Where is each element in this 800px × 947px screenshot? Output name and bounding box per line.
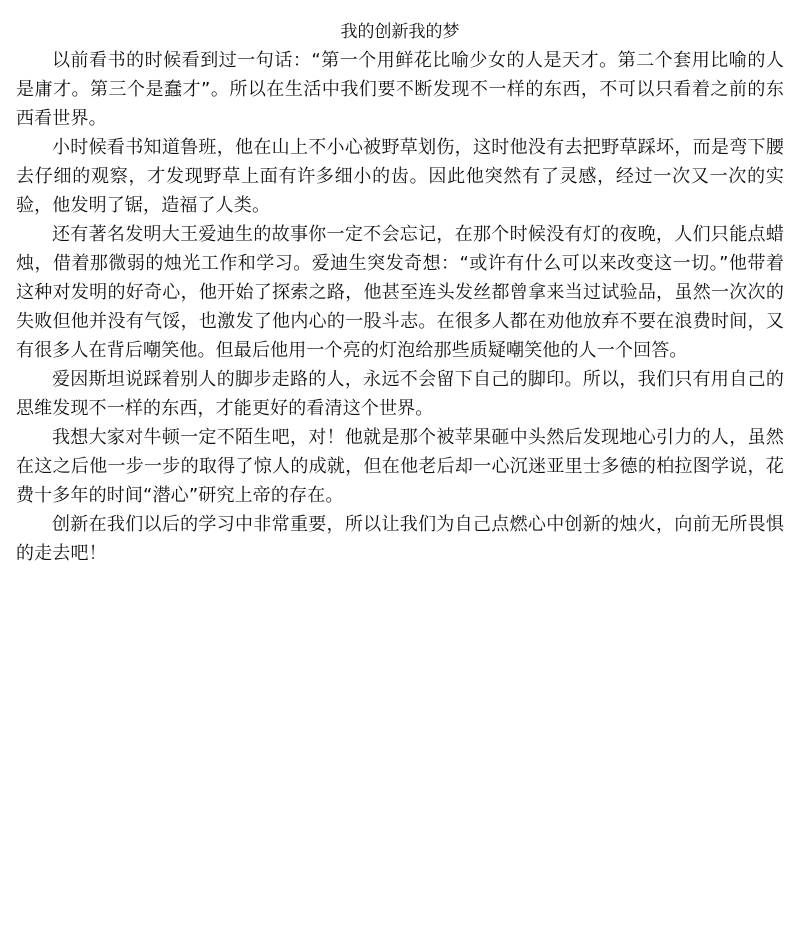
essay-title: 我的创新我的梦 <box>340 22 460 42</box>
paragraph-3: 还有著名发明大王爱迪生的故事你一定不会忘记，在那个时候没有灯的夜晚，人们只能点蜡烛，借着那微弱的烛光工作和学习。爱迪生突发奇想：“或许有什么可以来改变这一切。”他带着这种对发明的好奇心，他开始了探索之路，他甚至连头发丝都曾拿来当过试验品，虽然一次次的失败但他并没有气馁，也激发了他内心的一股斗志。在很多人都在劝他放弃不要在浪费时间，又有很多人在背后嘲笑他。但最后他用一个亮的灯泡给那些质疑嘲笑他的人一个回答。 <box>16 224 784 361</box>
paragraph-1: 以前看书的时候看到过一句话：“第一个用鲜花比喻少女的人是天才。第二个套用比喻的人是庸才。第三个是蠢才”。所以在生活中我们要不断发现不一样的东西，不可以只看着之前的东西看世界。 <box>16 50 784 129</box>
paragraph-6: 创新在我们以后的学习中非常重要，所以让我们为自己点燃心中创新的烛火，向前无所畏惧的走去吧！ <box>16 514 784 564</box>
paragraph-2: 小时候看书知道鲁班，他在山上不小心被野草划伤，这时他没有去把野草踩坏，而是弯下腰去仔细的观察，才发现野草上面有许多细小的齿。因此他突然有了灵感，经过一次又一次的实验，他发明了锯，造福了人类。 <box>16 137 784 216</box>
paragraph-4: 爱因斯坦说踩着别人的脚步走路的人，永远不会留下自己的脚印。所以，我们只有用自己的思维发现不一样的东西，才能更好的看清这个世界。 <box>16 369 784 419</box>
paragraph-5: 我想大家对牛顿一定不陌生吧，对！他就是那个被苹果砸中头然后发现地心引力的人，虽然在这之后他一步一步的取得了惊人的成就，但在他老后却一心沉迷亚里士多德的柏拉图学说，花费十多年的时间“潜心”研究上帝的存在。 <box>16 427 784 506</box>
essay-page <box>16 18 784 568</box>
